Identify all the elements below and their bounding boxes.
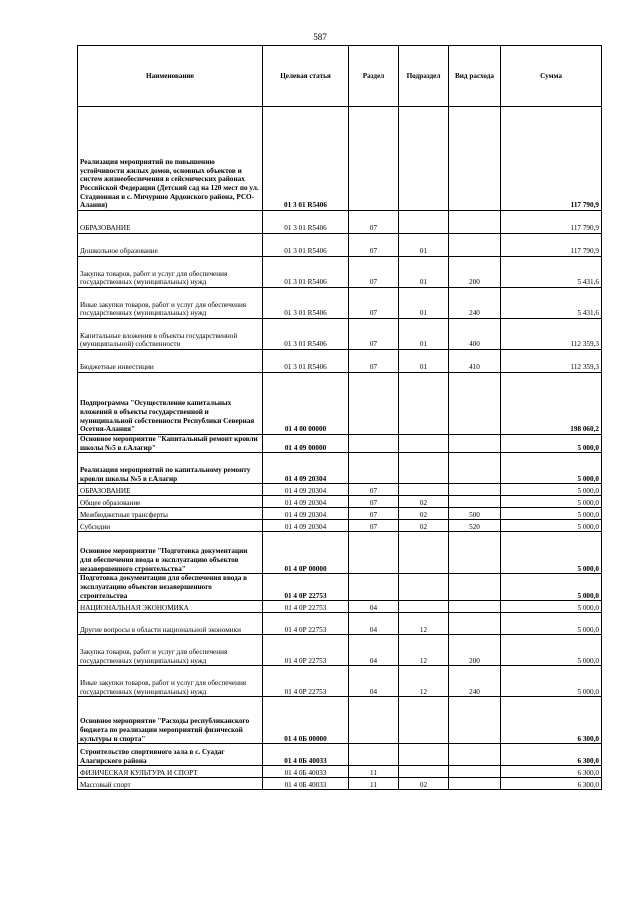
cell-target: 01 3 01 R5406 xyxy=(263,234,349,257)
cell-name: Субсидии xyxy=(78,520,263,532)
cell-expense-type: 500 xyxy=(449,508,501,520)
cell-section xyxy=(349,453,399,484)
table-row xyxy=(78,288,602,319)
header-sum: Сумма xyxy=(501,46,602,107)
cell-target: 01 4 0Р 00000 xyxy=(263,532,349,574)
cell-name: Капитальные вложения в объекты государственной (муниципальной) собственности xyxy=(78,319,263,350)
cell-section: 07 xyxy=(349,508,399,520)
cell-subsection: 12 xyxy=(399,635,449,666)
cell-section: 07 xyxy=(349,211,399,234)
cell-name: Иные закупки товаров, работ и услуг для обеспечения государственных (муниципальных) нужд xyxy=(78,666,263,697)
cell-subsection: 02 xyxy=(399,778,449,790)
cell-target: 01 3 01 R5406 xyxy=(263,107,349,211)
cell-subsection xyxy=(399,532,449,574)
table-row xyxy=(78,107,602,211)
cell-target: 01 4 0Б 40033 xyxy=(263,766,349,778)
cell-target: 01 3 01 R5406 xyxy=(263,350,349,373)
cell-name: Основное мероприятие "Подготовка документации для обеспечения ввода в эксплуатацию объектов незавершенного строительства" xyxy=(78,532,263,574)
cell-sum: 5 000,0 xyxy=(501,635,602,666)
cell-section xyxy=(349,532,399,574)
cell-subsection: 12 xyxy=(399,613,449,635)
cell-target: 01 4 0Р 22753 xyxy=(263,635,349,666)
cell-sum: 5 000,0 xyxy=(501,574,602,601)
cell-name: Реализация мероприятий по капитальному ремонту кровли школы №5 в г.Алагир xyxy=(78,453,263,484)
cell-target: 01 4 0Р 22753 xyxy=(263,574,349,601)
cell-sum: 6 300,0 xyxy=(501,744,602,766)
cell-target: 01 4 00 00000 xyxy=(263,373,349,435)
table-row xyxy=(78,766,602,778)
cell-name: Иные закупки товаров, работ и услуг для обеспечения государственных (муниципальных) нужд xyxy=(78,288,263,319)
cell-expense-type xyxy=(449,532,501,574)
cell-expense-type xyxy=(449,778,501,790)
cell-target: 01 4 0Р 22753 xyxy=(263,666,349,697)
cell-section: 04 xyxy=(349,666,399,697)
table-row xyxy=(78,453,602,484)
table-row xyxy=(78,574,602,601)
cell-target: 01 4 0Б 40033 xyxy=(263,778,349,790)
cell-sum: 5 000,0 xyxy=(501,484,602,496)
cell-subsection xyxy=(399,435,449,453)
cell-sum: 117 790,9 xyxy=(501,211,602,234)
cell-expense-type xyxy=(449,601,501,613)
cell-subsection xyxy=(399,107,449,211)
cell-sum: 5 000,0 xyxy=(501,532,602,574)
cell-expense-type xyxy=(449,744,501,766)
header-subsection: Подраздел xyxy=(399,46,449,107)
cell-section: 07 xyxy=(349,520,399,532)
cell-target: 01 4 0Р 22753 xyxy=(263,613,349,635)
cell-name: Основное мероприятие "Капитальный ремонт кровли школы №5 в г.Алагир" xyxy=(78,435,263,453)
cell-section xyxy=(349,574,399,601)
cell-subsection xyxy=(399,484,449,496)
cell-expense-type xyxy=(449,613,501,635)
cell-subsection xyxy=(399,211,449,234)
cell-subsection: 01 xyxy=(399,319,449,350)
cell-section: 07 xyxy=(349,496,399,508)
table-row xyxy=(78,697,602,744)
cell-name: ОБРАЗОВАНИЕ xyxy=(78,211,263,234)
cell-name: Подпрограмма "Осуществление капитальных вложений в объекты государственной и муниципальной собственности Республики Северная Осетия-Алания" xyxy=(78,373,263,435)
cell-expense-type xyxy=(449,107,501,211)
cell-expense-type xyxy=(449,484,501,496)
table-row xyxy=(78,532,602,574)
cell-sum: 5 000,0 xyxy=(501,508,602,520)
cell-target: 01 4 09 20304 xyxy=(263,508,349,520)
cell-section: 07 xyxy=(349,484,399,496)
cell-section: 11 xyxy=(349,778,399,790)
table-row xyxy=(78,520,602,532)
table-row xyxy=(78,257,602,288)
cell-sum: 5 000,0 xyxy=(501,601,602,613)
cell-name: Подготовка документации для обеспечения ввода в эксплуатацию объектов незавершенного строительства xyxy=(78,574,263,601)
cell-name: Другие вопросы в области национальной экономики xyxy=(78,613,263,635)
cell-section: 04 xyxy=(349,613,399,635)
cell-section: 07 xyxy=(349,288,399,319)
cell-section: 07 xyxy=(349,234,399,257)
cell-expense-type xyxy=(449,453,501,484)
table-row xyxy=(78,601,602,613)
cell-subsection xyxy=(399,766,449,778)
cell-target: 01 4 09 00000 xyxy=(263,435,349,453)
cell-expense-type: 240 xyxy=(449,666,501,697)
cell-expense-type: 410 xyxy=(449,350,501,373)
cell-sum: 6 300,0 xyxy=(501,766,602,778)
cell-name: Дошкольное образование xyxy=(78,234,263,257)
table-row xyxy=(78,613,602,635)
table-row xyxy=(78,778,602,790)
cell-sum: 117 790,9 xyxy=(501,107,602,211)
cell-sum: 5 431,6 xyxy=(501,257,602,288)
table-header-row xyxy=(78,46,602,107)
cell-target: 01 4 09 20304 xyxy=(263,484,349,496)
cell-target: 01 4 0Б 40033 xyxy=(263,744,349,766)
cell-sum: 5 000,0 xyxy=(501,435,602,453)
header-target: Целевая статья xyxy=(263,46,349,107)
header-section: Раздел xyxy=(349,46,399,107)
cell-sum: 5 000,0 xyxy=(501,520,602,532)
cell-sum: 5 431,6 xyxy=(501,288,602,319)
cell-expense-type xyxy=(449,496,501,508)
cell-section: 07 xyxy=(349,257,399,288)
cell-expense-type: 400 xyxy=(449,319,501,350)
cell-subsection xyxy=(399,574,449,601)
cell-name: ФИЗИЧЕСКАЯ КУЛЬТУРА И СПОРТ xyxy=(78,766,263,778)
cell-name: Закупка товаров, работ и услуг для обеспечения государственных (муниципальных) нужд xyxy=(78,257,263,288)
cell-subsection: 01 xyxy=(399,350,449,373)
cell-subsection: 12 xyxy=(399,666,449,697)
cell-subsection xyxy=(399,453,449,484)
table-row xyxy=(78,744,602,766)
cell-section: 07 xyxy=(349,319,399,350)
cell-subsection: 02 xyxy=(399,520,449,532)
table-row xyxy=(78,350,602,373)
cell-subsection: 02 xyxy=(399,508,449,520)
cell-section: 11 xyxy=(349,766,399,778)
cell-expense-type: 200 xyxy=(449,635,501,666)
cell-name: Строительство спортивного зала в с. Суадаг Алагирского района xyxy=(78,744,263,766)
table-row xyxy=(78,373,602,435)
cell-sum: 5 000,0 xyxy=(501,453,602,484)
header-name: Наименование xyxy=(78,46,263,107)
cell-expense-type xyxy=(449,211,501,234)
cell-section xyxy=(349,435,399,453)
cell-target: 01 4 09 20304 xyxy=(263,453,349,484)
cell-subsection: 01 xyxy=(399,288,449,319)
cell-subsection: 01 xyxy=(399,257,449,288)
table-row xyxy=(78,319,602,350)
cell-subsection xyxy=(399,601,449,613)
cell-sum: 198 060,2 xyxy=(501,373,602,435)
cell-expense-type xyxy=(449,574,501,601)
cell-target: 01 3 01 R5406 xyxy=(263,288,349,319)
cell-target: 01 3 01 R5406 xyxy=(263,211,349,234)
table-row xyxy=(78,211,602,234)
cell-section xyxy=(349,373,399,435)
cell-sum: 117 790,9 xyxy=(501,234,602,257)
cell-expense-type: 520 xyxy=(449,520,501,532)
cell-expense-type xyxy=(449,373,501,435)
cell-name: Бюджетные инвестиции xyxy=(78,350,263,373)
cell-name: Межбюджетные трансферты xyxy=(78,508,263,520)
cell-target: 01 4 0Б 00000 xyxy=(263,697,349,744)
table-row xyxy=(78,496,602,508)
cell-sum: 112 359,3 xyxy=(501,350,602,373)
cell-section: 04 xyxy=(349,601,399,613)
cell-expense-type: 240 xyxy=(449,288,501,319)
cell-expense-type: 200 xyxy=(449,257,501,288)
cell-section xyxy=(349,697,399,744)
cell-section xyxy=(349,107,399,211)
cell-target: 01 4 0Р 22753 xyxy=(263,601,349,613)
cell-section xyxy=(349,744,399,766)
page-number: 587 xyxy=(313,32,327,42)
cell-name: Общее образование xyxy=(78,496,263,508)
cell-target: 01 4 09 20304 xyxy=(263,496,349,508)
cell-expense-type xyxy=(449,766,501,778)
cell-name: Массовый спорт xyxy=(78,778,263,790)
cell-expense-type xyxy=(449,435,501,453)
cell-name: Основное мероприятие "Расходы республиканского бюджета по реализации мероприятий физической культуры и спорта" xyxy=(78,697,263,744)
cell-name: Закупка товаров, работ и услуг для обеспечения государственных (муниципальных) нужд xyxy=(78,635,263,666)
table-row xyxy=(78,635,602,666)
cell-name: ОБРАЗОВАНИЕ xyxy=(78,484,263,496)
cell-section: 04 xyxy=(349,635,399,666)
cell-target: 01 3 01 R5406 xyxy=(263,257,349,288)
table-row xyxy=(78,508,602,520)
cell-sum: 5 000,0 xyxy=(501,613,602,635)
cell-sum: 5 000,0 xyxy=(501,666,602,697)
cell-subsection xyxy=(399,697,449,744)
cell-name: Реализация мероприятий по повышению устойчивости жилых домов, основных объектов и систем жизнеобеспечения в сейсмических районах Российской Федерации (Детский сад на 120 мест по ул. Стадионная в с. Мичурино Ардонского района, РСО-Алания) xyxy=(78,107,263,211)
cell-expense-type xyxy=(449,234,501,257)
cell-subsection xyxy=(399,744,449,766)
cell-section: 07 xyxy=(349,350,399,373)
cell-sum: 5 000,0 xyxy=(501,496,602,508)
table-row xyxy=(78,435,602,453)
cell-expense-type xyxy=(449,697,501,744)
cell-subsection xyxy=(399,373,449,435)
cell-sum: 6 300,0 xyxy=(501,778,602,790)
cell-sum: 6 300,0 xyxy=(501,697,602,744)
cell-target: 01 3 01 R5406 xyxy=(263,319,349,350)
table-row xyxy=(78,234,602,257)
cell-subsection: 01 xyxy=(399,234,449,257)
table-row xyxy=(78,666,602,697)
header-expense-type: Вид расхода xyxy=(449,46,501,107)
cell-target: 01 4 09 20304 xyxy=(263,520,349,532)
table-row xyxy=(78,484,602,496)
cell-name: НАЦИОНАЛЬНАЯ ЭКОНОМИКА xyxy=(78,601,263,613)
cell-sum: 112 359,3 xyxy=(501,319,602,350)
cell-subsection: 02 xyxy=(399,496,449,508)
budget-table xyxy=(77,45,602,790)
